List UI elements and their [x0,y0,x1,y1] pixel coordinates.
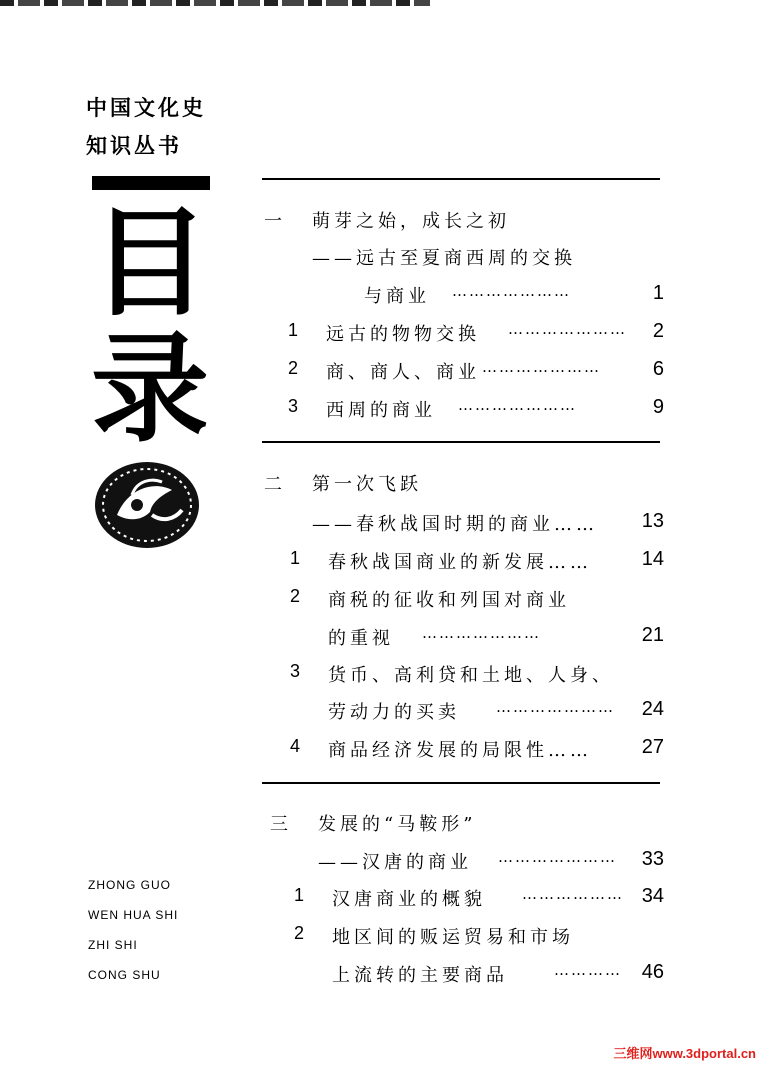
pinyin-line-2: WEN HUA SHI [88,908,179,922]
toc-title: 商、商人、商业 [326,362,480,383]
toc-number: 2 [294,923,305,943]
toc-entry[interactable] [262,586,664,620]
toc-entry[interactable] [262,810,664,844]
toc-entry[interactable] [262,661,664,695]
toc-title: 汉唐商业的概貌 [332,889,486,910]
toc-number: 三 [270,814,288,834]
toc-number: 3 [288,396,299,416]
phoenix-emblem-icon [92,460,202,550]
toc-title: 的重视 [328,628,394,649]
toc-page: 24 [641,698,664,720]
toc-subtitle: ——远古至夏商西周的交换 [312,248,576,269]
toc-title: 春秋战国商业的新发展…… [328,552,592,573]
toc-entry[interactable] [262,736,664,770]
toc-title: 西周的商业 [326,400,436,421]
toc-entry[interactable] [262,923,664,957]
toc-entry[interactable] [262,358,664,392]
toc-title: 远古的物物交换 [326,324,480,345]
toc-page: 13 [641,510,664,532]
toc-title: 商税的征收和列国对商业 [328,590,570,611]
toc-number: 2 [288,358,299,378]
toc-title: 货币、高利贷和土地、人身、 [328,665,614,686]
toc-number: 一 [264,211,282,231]
title-bar [92,176,210,190]
pinyin-line-4: CONG SHU [88,968,161,982]
toc-page: 46 [641,961,664,983]
toc-number: 1 [290,548,301,568]
toc-page: 1 [652,282,664,304]
pinyin-line-3: ZHI SHI [88,938,138,952]
toc-page: 9 [652,396,664,418]
toc-entry[interactable] [262,320,664,354]
toc-page: 34 [641,885,664,907]
toc-leader: ………………… [482,358,601,376]
pinyin-line-1: ZHONG GUO [88,878,171,892]
toc-number: 1 [294,885,305,905]
toc-leader: ………………… [498,848,617,866]
toc-entry[interactable] [262,885,664,919]
watermark: 三维网www.3dportal.cn [613,1046,756,1061]
toc-title: 发展的“马鞍形” [318,814,477,835]
toc-title: 地区间的贩运贸易和市场 [332,927,574,948]
toc-page: 21 [641,624,664,646]
toc-page: 2 [652,320,664,342]
toc-leader: ……………… [522,885,624,903]
scan-artifact-top [0,0,430,6]
toc-title: 萌芽之始，成长之初 [312,211,510,232]
toc-leader: ………… [554,961,622,979]
toc-entry[interactable] [262,510,664,544]
toc-entry[interactable] [262,548,664,582]
toc-number: 二 [264,474,282,494]
toc-entry[interactable] [262,624,664,658]
toc-leader: ………………… [508,320,627,338]
toc-entry[interactable] [262,396,664,430]
toc-subtitle: ——汉唐的商业 [318,852,472,873]
toc-subtitle: ——春秋战国时期的商业…… [312,514,598,535]
toc-page: 27 [641,736,664,758]
toc-entry[interactable] [262,282,664,316]
toc-leader: ………………… [452,282,571,300]
toc-entry[interactable] [262,207,664,241]
toc-entry[interactable] [262,961,664,995]
toc-leader: ………………… [458,396,577,414]
toc-title: 第一次飞跃 [312,474,422,495]
toc-number: 4 [290,736,301,756]
divider [262,782,660,784]
series-title-line1: 中国文化史 [86,96,206,120]
toc-number: 1 [288,320,299,340]
toc-page: 6 [652,358,664,380]
toc-entry[interactable] [262,244,664,278]
toc-page: 33 [641,848,664,870]
toc-entry[interactable] [262,470,664,504]
toc-title: 上流转的主要商品 [332,965,508,986]
toc-entry[interactable] [262,698,664,732]
toc-title: 劳动力的买卖 [328,702,460,723]
title-char-lu: 录 [90,320,209,458]
toc-number: 3 [290,661,301,681]
series-title-line2: 知识丛书 [86,134,182,158]
toc-leader: ………………… [496,698,615,716]
toc-number: 2 [290,586,301,606]
toc-title: 商品经济发展的局限性…… [328,740,592,761]
toc-page: 14 [641,548,664,570]
divider-top [262,178,660,180]
toc-entry[interactable] [262,848,664,882]
toc-title: 与商业 [364,286,430,307]
divider [262,441,660,443]
toc-leader: ………………… [422,624,541,642]
title-char-mu: 目 [90,194,209,332]
